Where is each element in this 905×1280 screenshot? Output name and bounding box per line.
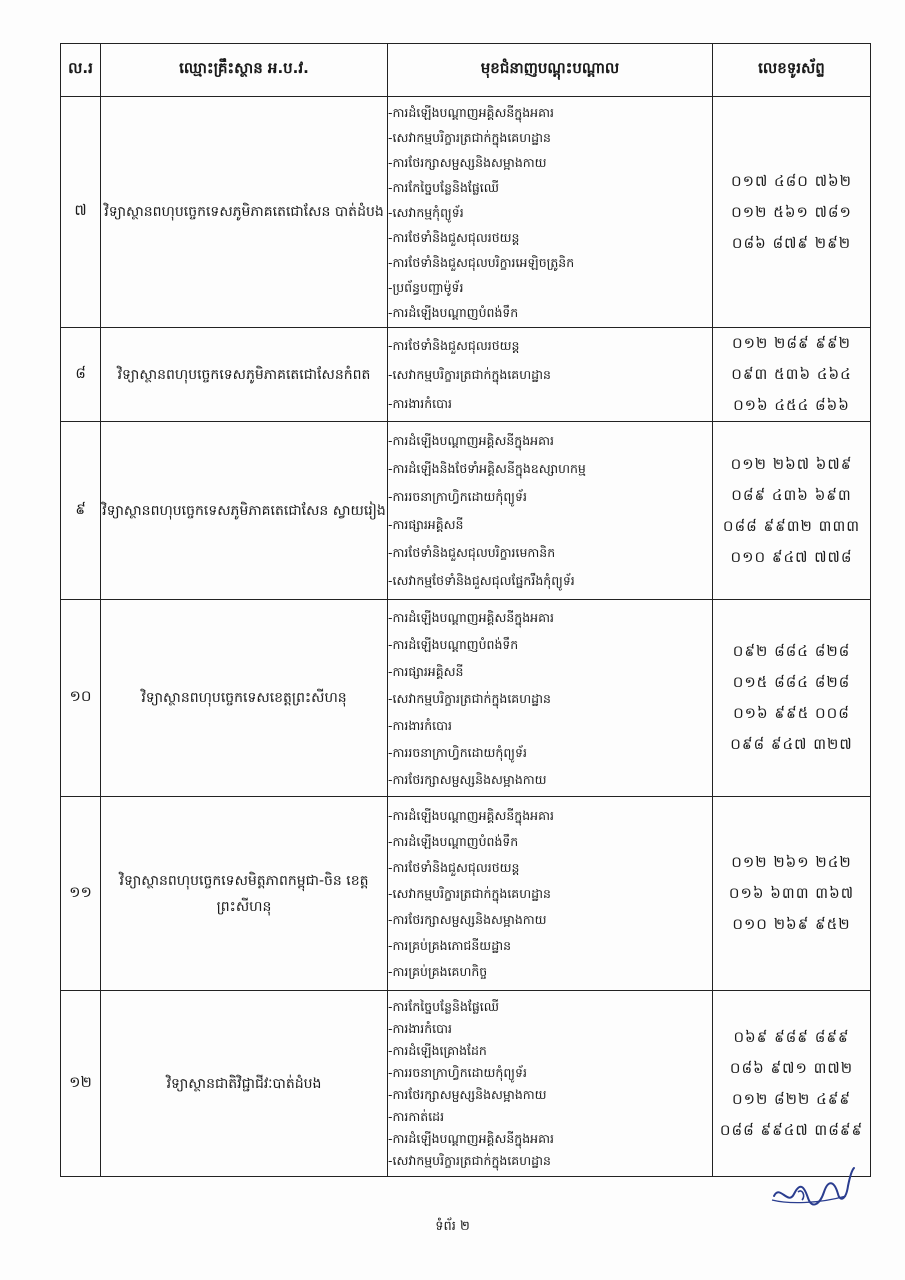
header-name: ឈ្មោះគ្រឹះស្ថាន អ.ប.វ. xyxy=(101,44,388,97)
row-number: ៧ xyxy=(61,97,101,328)
phones-cell xyxy=(713,600,871,797)
skill-item: -ការដំឡើងបណ្ដាញបំពង់ទឹក xyxy=(388,636,519,652)
skill-item: -ការដំឡើងបណ្ដាញអគ្គិសនីក្នុងអគារ xyxy=(388,432,554,448)
skill-item: -សេវាកម្មបរិក្ខារត្រជាក់ក្នុងគេហដ្ឋាន xyxy=(388,129,551,145)
table-row xyxy=(61,97,871,328)
skill-item: -សេវាកម្មបរិក្ខារត្រជាក់ក្នុងគេហដ្ឋាន xyxy=(388,1152,551,1168)
skill-item: -សេវាកម្មកុំព្យូទ័រ xyxy=(388,204,464,220)
skill-item: -ការដំឡើងបណ្ដាញអគ្គិសនីក្នុងអគារ xyxy=(388,609,554,625)
phone-number: ០៨៩ ៤៣៦ ៦៩៣ xyxy=(731,485,852,504)
skill-item: -ការដំឡើងបណ្ដាញអគ្គិសនីក្នុងអគារ xyxy=(388,807,554,823)
skill-item: -ការថែរក្សាសម្ផស្សនិងសម្អាងកាយ xyxy=(388,771,547,787)
skill-item: -ការរចនាក្រាហ្វិកដោយកុំព្យូទ័រ xyxy=(388,1064,527,1080)
skills-cell xyxy=(388,97,713,328)
table-row xyxy=(61,797,871,991)
skill-item: -ការដំឡើងបណ្ដាញបំពង់ទឹក xyxy=(388,833,519,849)
phone-number: ០១២ ២៦១ ២៤២ xyxy=(731,853,852,871)
skill-item: -ការរចនាក្រាហ្វិកដោយកុំព្យូទ័រ xyxy=(388,744,527,760)
institution-name: វិទ្យាស្ថានជាតិវិជ្ជាជីវៈបាត់ដំបង xyxy=(101,991,388,1177)
skill-item: -ការដំឡើងបណ្ដាញអគ្គិសនីក្នុងអគារ xyxy=(388,1130,554,1146)
skill-item: -ការគ្រប់គ្រងគេហកិច្ច xyxy=(388,963,488,979)
phone-number: ០១២ ៥៦១ ៧៨១ xyxy=(731,202,852,221)
table-body xyxy=(61,97,871,1177)
skill-item: -ការថែទាំនិងជួសជុលបរិក្ខារមេកានិក xyxy=(388,544,556,560)
row-number: ១០ xyxy=(61,600,101,797)
skill-item: -ការងារកំបោរ xyxy=(388,717,453,733)
institution-name: វិទ្យាស្ថានពហុបច្ចេកទេសភូមិភាគតេជោសែនកំពត xyxy=(101,328,388,422)
skills-cell xyxy=(388,991,713,1177)
skill-item: -ការកែច្នៃបន្លែនិងផ្លែឈើ xyxy=(388,998,500,1014)
skills-cell xyxy=(388,422,713,600)
skill-item: -សេវាកម្មបរិក្ខារត្រជាក់ក្នុងគេហដ្ឋាន xyxy=(388,690,551,706)
phone-number: ០១២ ២៨៩ ៩៩២ xyxy=(731,334,852,352)
phone-number: ០៨៨ ៩៩៣២ ៣៣៣ xyxy=(722,516,861,535)
skill-item: -សេវាកម្មបរិក្ខារត្រជាក់ក្នុងគេហដ្ឋាន xyxy=(388,885,551,901)
row-number: ៩ xyxy=(61,422,101,600)
table-row xyxy=(61,328,871,422)
table-row xyxy=(61,422,871,600)
row-number: ៨ xyxy=(61,328,101,422)
institution-name: វិទ្យាស្ថានពហុបច្ចេកទេសភូមិភាគតេជោសែន ស្វាយរៀង xyxy=(101,422,388,600)
phone-number: ០១០ ២៦៩ ៩៥២ xyxy=(732,915,851,933)
skill-item: -ការផ្សារអគ្គិសនី xyxy=(388,516,464,532)
header-skills: មុខជំនាញបណ្ដុះបណ្ដាល xyxy=(388,44,713,97)
skill-item: -សេវាកម្មបរិក្ខារត្រជាក់ក្នុងគេហដ្ឋាន xyxy=(388,367,551,382)
skill-item: -ការកាត់ដេរ xyxy=(388,1108,445,1124)
skill-item: -ការគ្រប់គ្រងភោជនីយដ្ឋាន xyxy=(388,937,512,953)
skill-item: -ការផ្សារអគ្គិសនី xyxy=(388,663,464,679)
skill-item: -ការថែរក្សាសម្ផស្សនិងសម្អាងកាយ xyxy=(388,1086,547,1102)
phone-number: ០១៦ ៦៣៣ ៣៦៧ xyxy=(728,884,855,902)
phone-number: ០១៧ ៤៨០ ៧៦២ xyxy=(731,171,852,190)
skill-item: -ការថែទាំនិងជួសជុលរថយន្ត xyxy=(388,229,520,245)
skill-item: -ការថែទាំនិងជួសជុលរថយន្ត xyxy=(388,859,520,875)
phone-number: ០១២ ២៦៧ ៦៧៩ xyxy=(730,454,853,473)
skill-item: -ការដំឡើងបណ្ដាញអគ្គិសនីក្នុងអគារ xyxy=(388,104,554,120)
phone-number: ០១៦ ៤៥៤ ៨៦៦ xyxy=(733,396,850,414)
phone-number: ០៨៦ ៩៧១ ៣៧២ xyxy=(729,1058,854,1077)
skill-item: -ប្រព័ន្ធបញ្ជាម៉ូទ័រ xyxy=(388,279,464,295)
institution-name: វិទ្យាស្ថានពហុបច្ចេកទេសមិត្តភាពកម្ពុជា-ចិន ខេត្តព្រះសីហនុ xyxy=(101,797,388,991)
signature-mark xyxy=(768,1166,858,1216)
table-header-row xyxy=(61,44,871,97)
header-no: ល.រ xyxy=(61,44,101,97)
page-number: ទំព័រ ២ xyxy=(435,1219,470,1234)
row-number: ១២ xyxy=(61,991,101,1177)
skill-item: -ការកែច្នៃបន្លែនិងផ្លែឈើ xyxy=(388,179,500,195)
skill-item: -ការដំឡើងគ្រោងដែក xyxy=(388,1042,487,1058)
phone-number: ០៦៩ ៩៨៩ ៨៩៩ xyxy=(733,1027,850,1046)
phones-cell xyxy=(713,991,871,1177)
skill-item: -សេវាកម្មថែទាំនិងជួសជុលផ្នែករឹងកុំព្យូទ័រ xyxy=(388,572,575,588)
skills-cell xyxy=(388,797,713,991)
phone-number: ០៨៦ ៨៧៩ ២៩២ xyxy=(731,233,852,252)
skills-cell xyxy=(388,328,713,422)
phone-number: ០៩៣ ៥៣៦ ៤៦៤ xyxy=(731,365,852,383)
skill-item: -ការងារកំបោរ xyxy=(388,1020,453,1036)
skills-cell xyxy=(388,600,713,797)
phone-number: ០៩៨ ៩៤៧ ៣២៧ xyxy=(730,735,853,753)
row-number: ១១ xyxy=(61,797,101,991)
phones-cell xyxy=(713,797,871,991)
phones-cell xyxy=(713,422,871,600)
phone-number: ០៩២ ៨៨៤ ៨២៨ xyxy=(732,642,851,660)
table-row xyxy=(61,991,871,1177)
skill-item: -ការថែរក្សាសម្ផស្សនិងសម្អាងកាយ xyxy=(388,911,547,927)
skill-item: -ការដំឡើងបណ្ដាញបំពង់ទឹក xyxy=(388,304,519,320)
institution-name: វិទ្យាស្ថានពហុបច្ចេកទេសខេត្តព្រះសីហនុ xyxy=(101,600,388,797)
skill-item: -ការថែទាំនិងជួសជុលបរិក្ខារអេឡិចត្រូនិក xyxy=(388,254,575,270)
phones-cell xyxy=(713,97,871,328)
phones-cell xyxy=(713,328,871,422)
phone-number: ០៨៨ ៩៩៤៧ ៣៨៩៩ xyxy=(719,1120,864,1139)
skill-item: -ការដំឡើងនិងថែទាំអគ្គិសនីក្នុងឧស្សាហកម្ម xyxy=(388,460,586,476)
phone-number: ០១៦ ៩៩៥ ០០៨ xyxy=(733,704,850,722)
skill-item: -ការថែរក្សាសម្ផស្សនិងសម្អាងកាយ xyxy=(388,154,547,170)
table-row xyxy=(61,600,871,797)
skill-item: -ការរចនាក្រាហ្វិកដោយកុំព្យូទ័រ xyxy=(388,488,527,504)
phone-number: ០១២ ៨២២ ៤៩៩ xyxy=(731,1089,852,1108)
skill-item: -ការថែទាំនិងជួសជុលរថយន្ត xyxy=(388,338,520,353)
phone-number: ០១០ ៩៤៧ ៧៧៨ xyxy=(730,547,853,566)
phone-number: ០១៥ ៨៨៤ ៨២៨ xyxy=(732,673,851,691)
header-phones: លេខទូរស័ព្ទ xyxy=(713,44,871,97)
institution-table xyxy=(60,43,871,1177)
skill-item: -ការងារកំបោរ xyxy=(388,396,453,411)
institution-name: វិទ្យាស្ថានពហុបច្ចេកទេសភូមិភាគតេជោសែន បាត់ដំបង xyxy=(101,97,388,328)
